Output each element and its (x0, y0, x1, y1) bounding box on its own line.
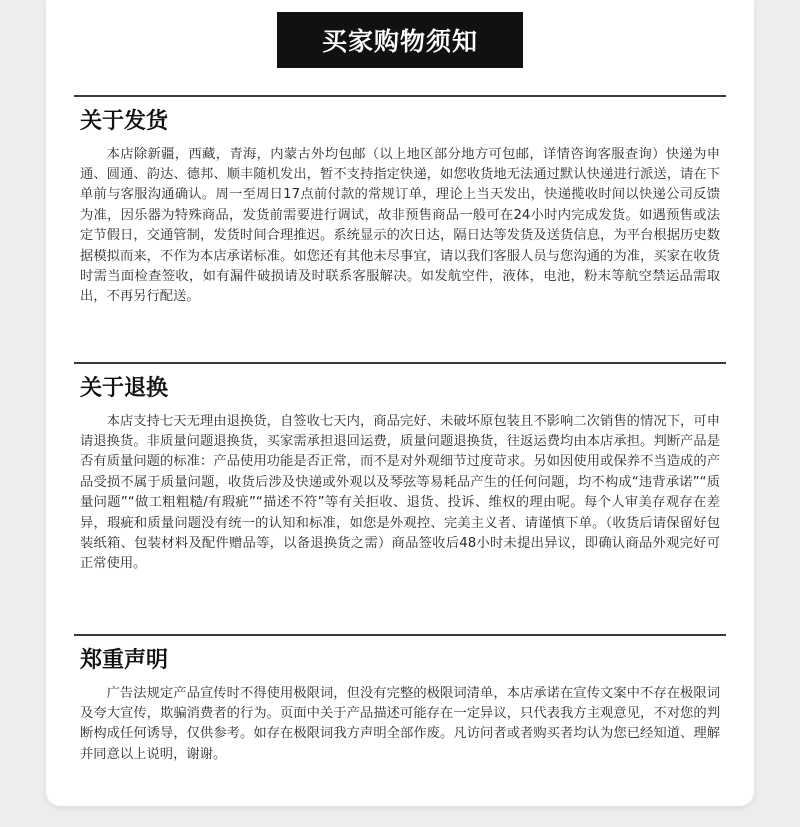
section-heading: 郑重声明 (80, 647, 169, 673)
section-heading: 关于发货 (80, 108, 169, 134)
page-title-banner (277, 12, 523, 68)
section-body: 广告法规定产品宣传时不得使用极限词，但没有完整的极限词清单，本店承诺在宣传文案中不存在极限词及夸大宣传，欺骗消费者的行为。页面中关于产品描述可能存在一定异议，只代表我方主观意见，不对您的判断构成任何诱导，仅供参考。如存在极限词我方声明全部作废。凡访问者或者购买者均认为您已经知道、理解并同意以上说明，谢谢。 (80, 685, 720, 762)
section-returns (74, 362, 726, 575)
section-disclaimer (74, 634, 726, 765)
section-body: 本店除新疆，西藏，青海，内蒙古外均包邮（以上地区部分地方可包邮，详情咨询客服查询）快递为申通、圆通、韵达、德邦、顺丰随机发出，暂不支持指定快递，如您收货地无法通过默认快递进行派送，请在下单前与客服沟通确认。周一至周日17点前付款的常规订单，理论上当天发出，快递揽收时间以快递公司反馈为准，因乐器为特殊商品，发货前需要进行调试，故非预售商品一般可在24小时内完成发货。如遇预售或法定节假日，交通管制，发货时间合理推迟。系统显示的次日达，隔日达等发货及送货信息，为平台根据历史数据模拟而来，不作为本店承诺标准。如您还有其他未尽事宜，请以我们客服人员与您沟通的为准，买家在收货时需当面检查签收，如有漏件破损请及时联系客服解决。如发航空件，液体，电池，粉末等航空禁运品需取出，不再另行配送。 (80, 146, 720, 305)
section-body: 本店支持七天无理由退换货，自签收七天内，商品完好、未破坏原包装且不影响二次销售的情况下，可申请退换货。非质量问题退换货，买家需承担退回运费，质量问题退换货，往返运费均由本店承担。判断产品是否有质量问题的标准：产品使用功能是否正常，而不是对外观细节过度苛求。另如因使用或保养不当造成的产品受损不属于质量问题，收货后涉及快递或外观以及琴弦等易耗品产生的任何问题，均不构成“违背承诺”“质量问题”“做工粗粗糙/有瑕疵”“描述不符”等有关拒收、退货、投诉、维权的理由呢。每个人审美存观存在差异，瑕疵和质量问题没有统一的认知和标准，如您是外观控、完美主义者、请谨慎下单。（收货后请保留好包装纸箱、包装材料及配件赠品等，以备退换货之需）商品签收后48小时未提出异议，即确认商品外观完好可正常使用。 (80, 413, 720, 572)
section-heading: 关于退换 (80, 375, 169, 401)
section-shipping (74, 95, 726, 308)
page-title: 买家购物须知 (321, 27, 478, 56)
